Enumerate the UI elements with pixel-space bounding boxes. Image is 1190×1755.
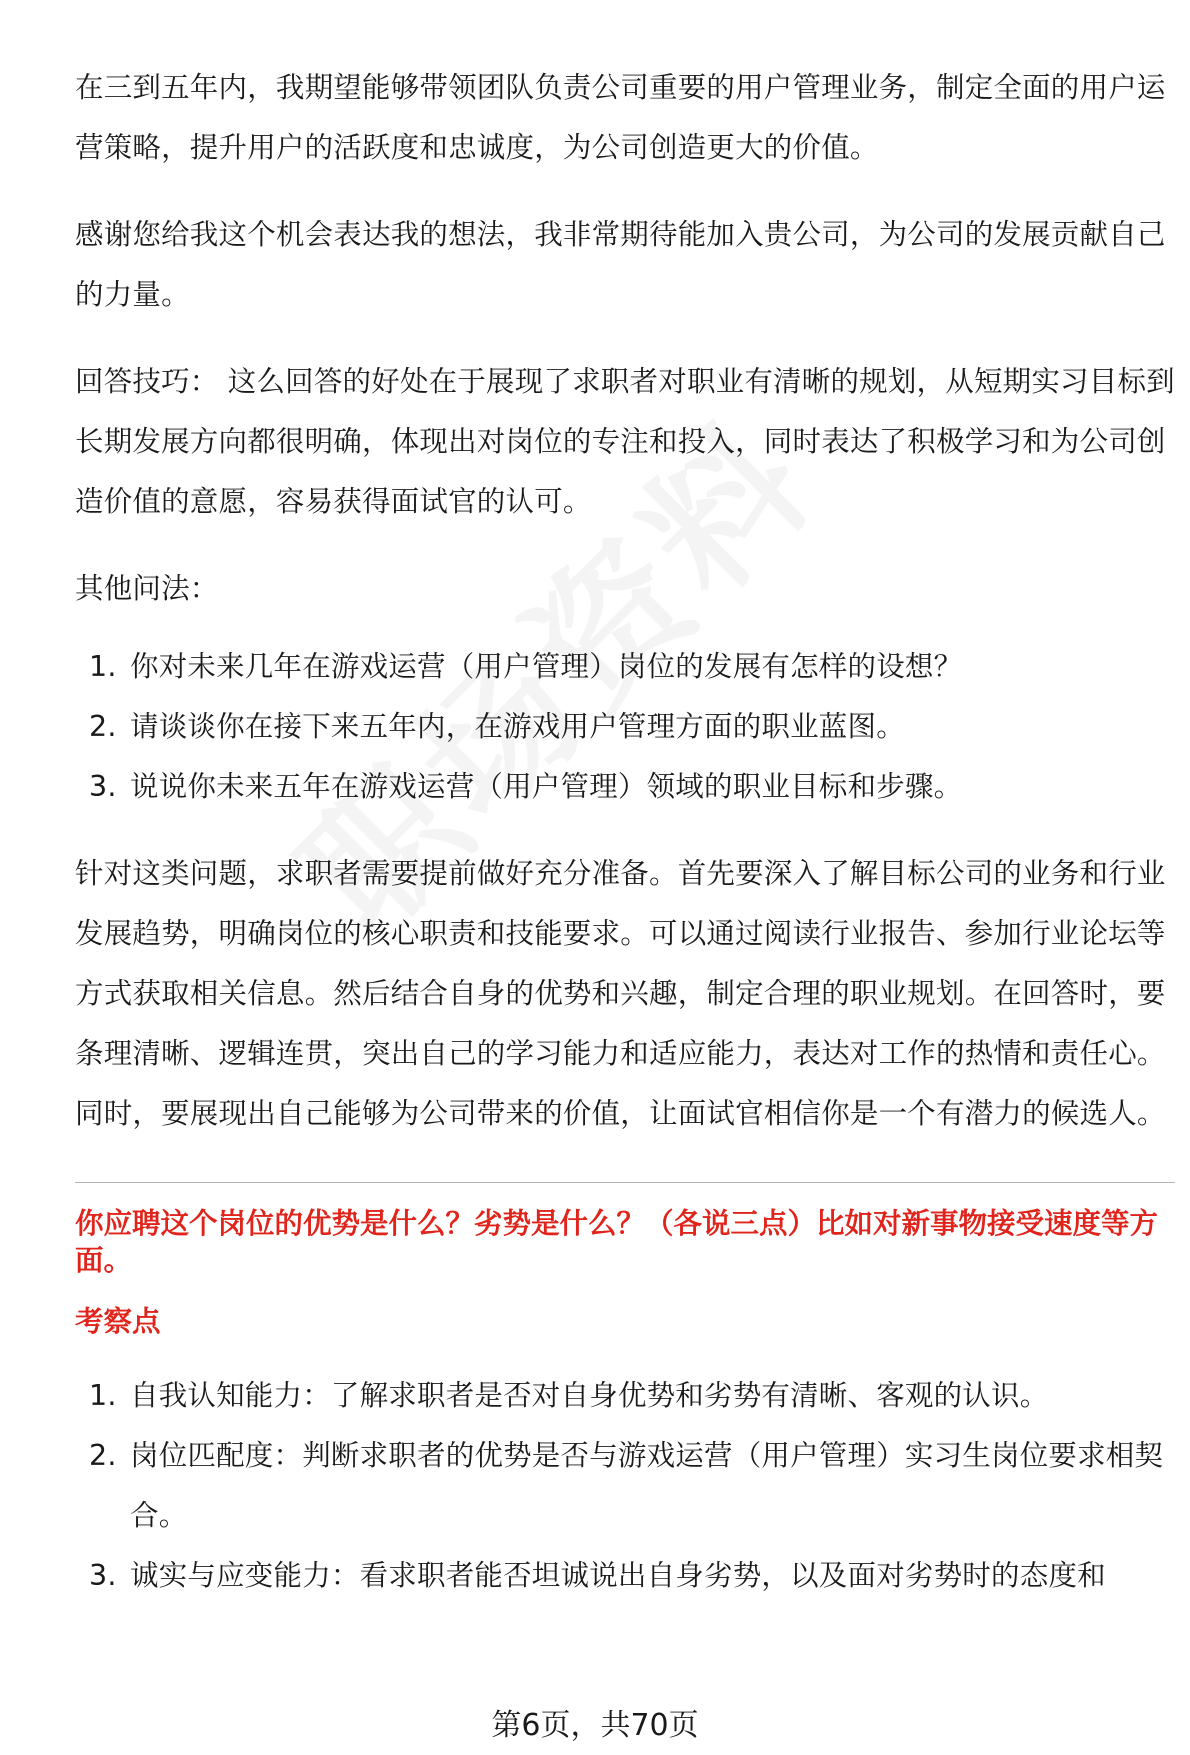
assessment-points-list (75, 1366, 1175, 1606)
list-number: 1. (89, 1379, 117, 1412)
list-item (75, 1546, 1175, 1606)
paragraph-other-questions-label: 其他问法： (75, 572, 219, 605)
list-text: 请谈谈你在接下来五年内，在游戏用户管理方面的职业蓝图。 (130, 710, 905, 743)
other-questions-list (75, 637, 1175, 817)
list-text: 岗位匹配度：判断求职者的优势是否与游戏运营（用户管理）实习生岗位要求相契合。 (130, 1439, 1164, 1532)
list-item (75, 1426, 1175, 1546)
list-item (75, 757, 1175, 817)
list-text: 说说你未来五年在游戏运营（用户管理）领域的职业目标和步骤。 (130, 770, 963, 803)
paragraph-preparation-advice: 针对这类问题，求职者需要提前做好充分准备。首先要深入了解目标公司的业务和行业发展趋势，明确岗位的核心职责和技能要求。可以通过阅读行业报告、参加行业论坛等方式获取相关信息。然后结合自身的优势和兴趣，制定合理的职业规划。在回答时，要条理清晰、逻辑连贯，突出自己的学习能力和适应能力，表达对工作的热情和责任心。同时，要展现出自己能够为公司带来的价值，让面试官相信你是一个有潜力的候选人。 (75, 857, 1166, 1130)
list-number: 2. (89, 1439, 117, 1472)
page-number-footer: 第6页，共70页 (491, 1708, 699, 1743)
list-item (75, 697, 1175, 757)
list-number: 3. (89, 770, 117, 803)
paragraph-answer-tips: 回答技巧： 这么回答的好处在于展现了求职者对职业有清晰的规划，从短期实习目标到长期发展方向都很明确，体现出对岗位的专注和投入，同时表达了积极学习和为公司创造价值的意愿，容易获得面试官的认可。 (75, 365, 1175, 518)
assessment-heading: 考察点 (75, 1305, 161, 1338)
paragraph-thanks: 感谢您给我这个机会表达我的想法，我非常期待能加入贵公司，为公司的发展贡献自己的力量。 (75, 218, 1166, 311)
document-body (75, 58, 1175, 1633)
list-text: 诚实与应变能力：看求职者能否坦诚说出自身劣势，以及面对劣势时的态度和 (130, 1559, 1106, 1592)
question-title: 你应聘这个岗位的优势是什么？劣势是什么？（各说三点）比如对新事物接受速度等方面。 (75, 1207, 1159, 1277)
list-item (75, 637, 1175, 697)
list-text: 你对未来几年在游戏运营（用户管理）岗位的发展有怎样的设想？ (130, 650, 963, 683)
list-number: 1. (89, 650, 117, 683)
paragraph-career-goal: 在三到五年内，我期望能够带领团队负责公司重要的用户管理业务，制定全面的用户运营策略，提升用户的活跃度和忠诚度，为公司创造更大的价值。 (75, 71, 1166, 164)
list-item (75, 1366, 1175, 1426)
list-number: 3. (89, 1559, 117, 1592)
list-number: 2. (89, 710, 117, 743)
section-divider (75, 1182, 1175, 1183)
list-text: 自我认知能力：了解求职者是否对自身优势和劣势有清晰、客观的认识。 (130, 1379, 1049, 1412)
